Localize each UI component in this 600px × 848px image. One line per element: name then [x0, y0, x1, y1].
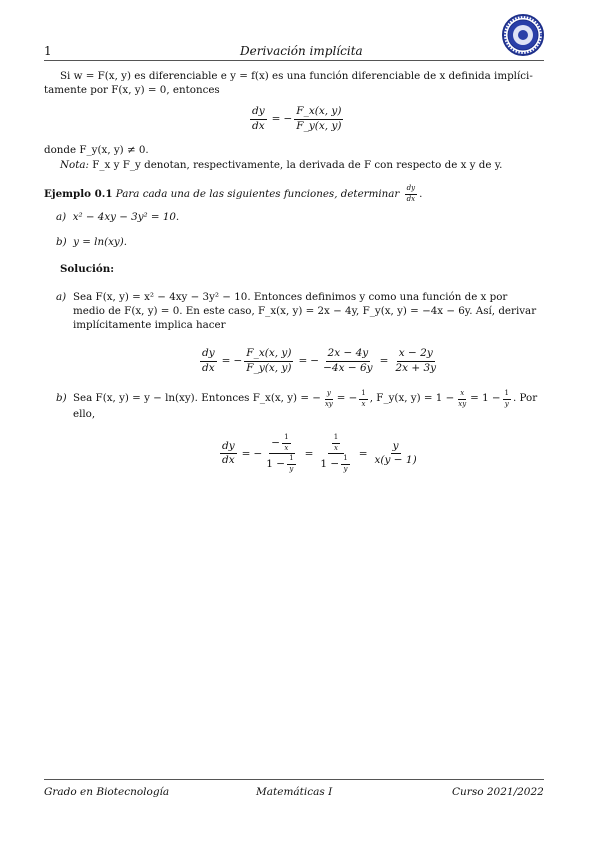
- footer-rule: [44, 779, 544, 780]
- university-seal-logo: [502, 14, 544, 56]
- intro-line-1: Si w = F(x, y) es diferenciable e y = f(x) es una función diferenciable de x definida implíci-: [60, 70, 533, 82]
- solucion-b-line-2: ello,: [73, 408, 96, 420]
- main-formula: $\frac{dy}{dx}$ = − $\frac{F\_x(x, y)}{F\_y(x, y)}$: [252, 105, 342, 132]
- solucion-b-label: b): [56, 392, 67, 404]
- ejemplo-item-b: b) y = ln(xy).: [56, 236, 128, 248]
- footer-center: Matemáticas I: [256, 786, 333, 798]
- solucion-a-formula: $\frac{dy}{dx}$ = − $\frac{F\_x(x, y)}{F\_y(x, y)}$ = − $\frac{2x - 4y}{-4x - 6y}$ = $\frac{x - 2y}{2x + 3y}$: [202, 347, 437, 374]
- ejemplo-item-a: a) x² − 4xy − 3y² = 10.: [56, 211, 180, 223]
- fraction-dy-dx: $\frac{dy}{dx}$: [252, 105, 265, 132]
- fraction-fx-fy: $\frac{F\_x(x, y)}{F\_y(x, y)}$: [296, 105, 342, 132]
- page-number: 1: [44, 44, 52, 58]
- header-rule: [44, 60, 544, 61]
- solucion-title: Solución:: [60, 263, 115, 275]
- intro-line-2: tamente por F(x, y) = 0, entonces: [44, 84, 220, 96]
- solucion-b-line-1: Sea F(x, y) = y − ln(xy). Entonces F_x(x, y) = − $\frac{y}{xy}$ = − $\frac{1}{x}$ , F_y(x, y) = 1 − $\frac{x}{xy}$ = 1 − $\frac{1}{y}$ . Por: [73, 389, 538, 408]
- solucion-b-formula: $\frac{dy}{dx}$ = − − $\frac{1}{x}$ 1 − $\frac{1}{y}$ = $\frac{1}{x}$ 1 − $\frac{1}{y}$ = $\frac{y}{x(y - 1)}$: [222, 433, 417, 474]
- solucion-a-line-2: medio de F(x, y) = 0. En este caso, F_x(x, y) = 2x − 4y, F_y(x, y) = −4x − 6y. Así, derivar: [73, 305, 537, 317]
- footer-right: Curso 2021/2022: [452, 786, 544, 798]
- footer-left: Grado en Biotecnología: [44, 786, 170, 798]
- solucion-a-label: a): [56, 291, 67, 303]
- page-title: Derivación implícita: [240, 44, 363, 58]
- ejemplo-heading: Ejemplo 0.1 Para cada una de las siguientes funciones, determinar $\frac{dy}{dx}$ .: [44, 184, 423, 203]
- donde-line: donde F_y(x, y) ≠ 0.: [44, 144, 149, 156]
- fraction-dy-dx-small: $\frac{dy}{dx}$: [406, 184, 416, 203]
- nota-line: Nota: F_x y F_y denotan, respectivamente, la derivada de F con respecto de x y de y.: [60, 159, 503, 171]
- solucion-a-line-1: Sea F(x, y) = x² − 4xy − 3y² − 10. Entonces definimos y como una función de x por: [73, 291, 508, 303]
- solucion-a-line-3: implícitamente implica hacer: [73, 319, 226, 331]
